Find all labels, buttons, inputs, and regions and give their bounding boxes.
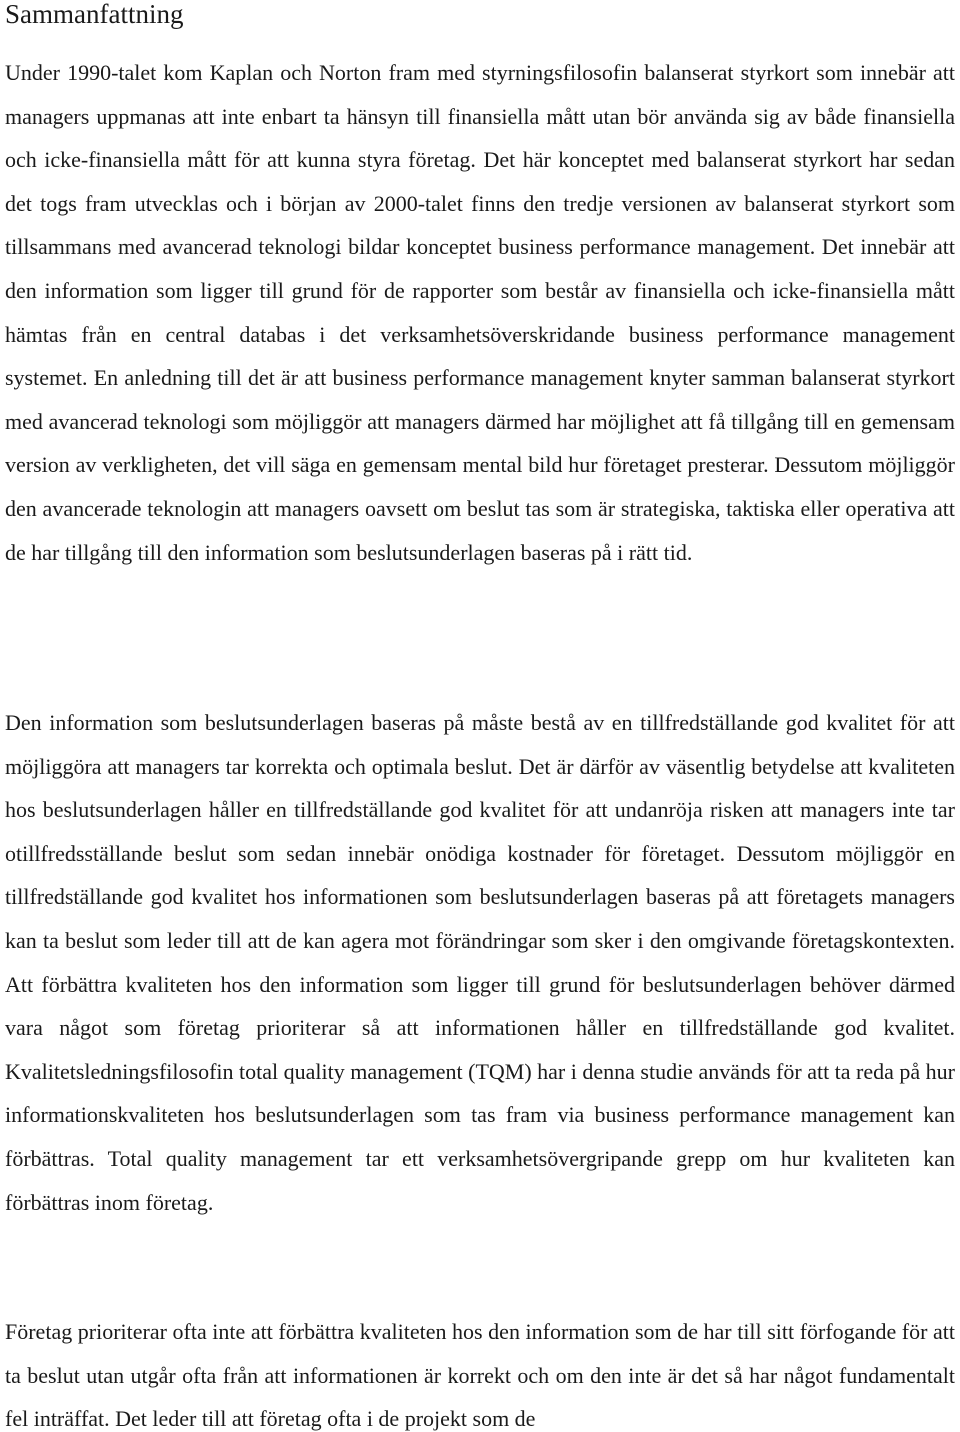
paragraph-3: Företag prioriterar ofta inte att förbättra kvaliteten hos den information som de har till sitt förfogande för att ta beslut utan utgår ofta från att informationen är korrekt och om den inte är det så har något fundamentalt fel inträffat. Det leder till att företag ofta i de projekt som de <box>5 1319 955 1432</box>
section-heading: Sammanfattning <box>5 0 184 29</box>
paragraph-1: Under 1990-talet kom Kaplan och Norton fram med styrningsfilosofin balanserat styrkort som innebär att managers uppmanas att inte enbart ta hänsyn till finansiella mått utan bör använda sig av både finansiella och icke-finansiella mått för att kunna styra företag. Det här konceptet med balanserat styrkort har sedan det togs fram utvecklas och i början av 2000-talet finns den tredje versionen av balanserat styrkort som tillsammans med avancerad teknologi bildar konceptet business performance management. Det innebär att den information som ligger till grund för de rapporter som består av finansiella och icke-finansiella mått hämtas från en central databas i det verksamhetsöverskridande business performance management systemet. En anledning till det är att business performance management knyter samman balanserat styrkort med avancerad teknologi som möjliggör att managers därmed har möjlighet att få tillgång till en gemensam version av verkligheten, det vill säga en gemensam mental bild hur företaget presterar. Dessutom möjliggör den avancerade teknologin att managers oavsett om beslut tas som är strategiska, taktiska eller operativa att de har tillgång till den information som beslutsunderlagen baseras på i rätt tid. <box>5 60 955 565</box>
paragraph-2: Den information som beslutsunderlagen baseras på måste bestå av en tillfredställande god kvalitet för att möjliggöra att managers tar korrekta och optimala beslut. Det är därför av väsentlig betydelse att kvaliteten hos beslutsunderlagen håller en tillfredställande god kvalitet för att undanröja risken att managers inte tar otillfredsställande beslut som sedan innebär onödiga kostnader för företaget. Dessutom möjliggör en tillfredställande god kvalitet hos informationen som beslutsunderlagen baseras på att företagets managers kan ta beslut som leder till att de kan agera mot förändringar som sker i den omgivande företagskontexten. Att förbättra kvaliteten hos den information som ligger till grund för beslutsunderlagen behöver därmed vara något som företag prioriterar så att informationen håller en tillfredställande god kvalitet. Kvalitetsledningsfilosofin total quality management (TQM) har i denna studie används för att ta reda på hur informationskvaliteten hos beslutsunderlagen som tas fram via business performance management kan förbättras. Total quality management tar ett verksamhetsövergripande grepp om hur kvaliteten kan förbättras inom företag. <box>5 710 956 1215</box>
